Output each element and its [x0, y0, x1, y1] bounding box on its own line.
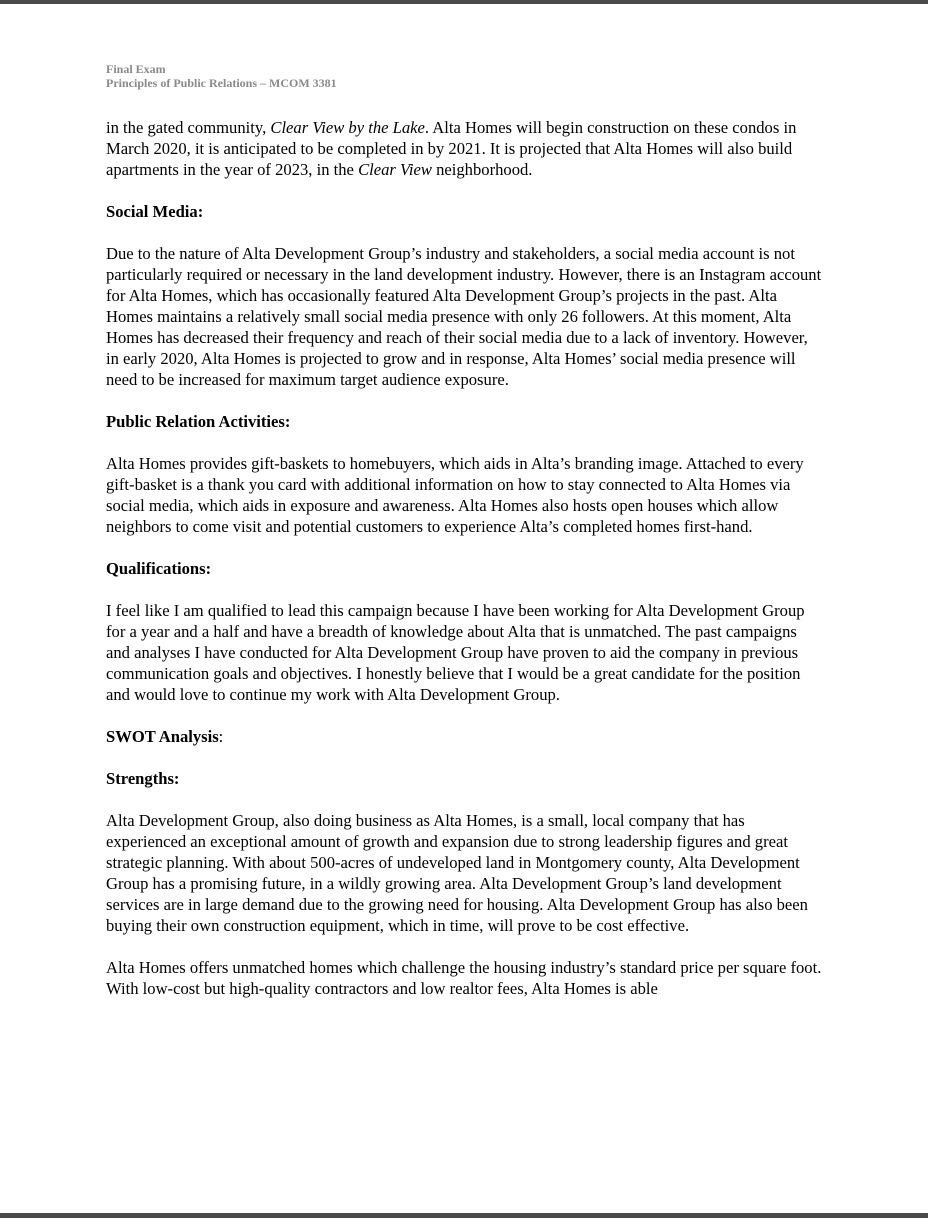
pr-activities-heading: Public Relation Activities:	[106, 412, 291, 431]
strengths-heading: Strengths:	[106, 769, 180, 788]
viewer-top-edge	[0, 0, 928, 4]
pr-activities-paragraph: Alta Homes provides gift-baskets to homebuyers, which aids in Alta’s branding image. Attached to every gift-basket is a thank you card with additional information on how to stay connected to Alta Homes via social media, which aids in exposure and awareness. Alta Homes also hosts open houses which allow neighbors to come visit and potential customers to experience Alta’s completed homes first-hand.	[106, 454, 804, 536]
header-course-title: Principles of Public Relations – MCOM 3381	[106, 76, 337, 90]
qualifications-heading: Qualifications:	[106, 559, 212, 578]
intro-paragraph	[106, 117, 824, 180]
intro-italic-2: Clear View	[358, 160, 432, 179]
viewer-bottom-edge	[0, 1213, 928, 1218]
intro-text-1: in the gated community,	[106, 118, 271, 137]
document-page	[106, 62, 824, 998]
page-header	[106, 62, 824, 90]
swot-heading-text: SWOT Analysis	[106, 727, 219, 746]
intro-text-3: neighborhood.	[431, 160, 533, 179]
qualifications-paragraph: I feel like I am qualified to lead this campaign because I have been working for Alta Development Group for a year and a half and have a breadth of knowledge about Alta that is unmatched. The past campaigns and analyses I have conducted for Alta Development Group have proven to aid the company in previous communication goals and objectives. I honestly believe that I would be a great candidate for the position and would love to continue my work with Alta Development Group.	[106, 601, 805, 704]
swot-heading-colon: :	[218, 727, 224, 746]
intro-text-2: . Alta Homes will begin construction on these condos in March 2020, it is anticipated to be completed in by 2021. It is projected that Alta Homes will also build apartments in the year of 2023, in the	[106, 118, 797, 179]
header-exam-title: Final Exam	[106, 62, 166, 76]
swot-heading	[106, 726, 824, 747]
strengths-paragraph-2: Alta Homes offers unmatched homes which challenge the housing industry’s standard price per square foot. With low-cost but high-quality contractors and low realtor fees, Alta Homes is able	[106, 958, 822, 998]
strengths-paragraph-1: Alta Development Group, also doing business as Alta Homes, is a small, local company that has experienced an exceptional amount of growth and expansion due to strong leadership figures and great strategic planning. With about 500-acres of undeveloped land in Montgomery county, Alta Development Group has a promising future, in a wildly growing area. Alta Development Group’s land development services are in large demand due to the growing need for housing. Alta Development Group has also been buying their own construction equipment, which in time, will prove to be cost effective.	[106, 811, 808, 935]
social-media-paragraph: Due to the nature of Alta Development Group’s industry and stakeholders, a social media account is not particularly required or necessary in the land development industry. However, there is an Instagram account for Alta Homes, which has occasionally featured Alta Development Group’s projects in the past. Alta Homes maintains a relatively small social media presence with only 26 followers. At this moment, Alta Homes has decreased their frequency and reach of their social media due to a lack of inventory. However, in early 2020, Alta Homes is projected to grow and in response, Alta Homes’ social media presence will need to be increased for maximum target audience exposure.	[106, 244, 822, 389]
intro-italic-1: Clear View by the Lake	[270, 118, 425, 137]
social-media-heading: Social Media:	[106, 202, 204, 221]
document-body	[106, 117, 824, 1020]
